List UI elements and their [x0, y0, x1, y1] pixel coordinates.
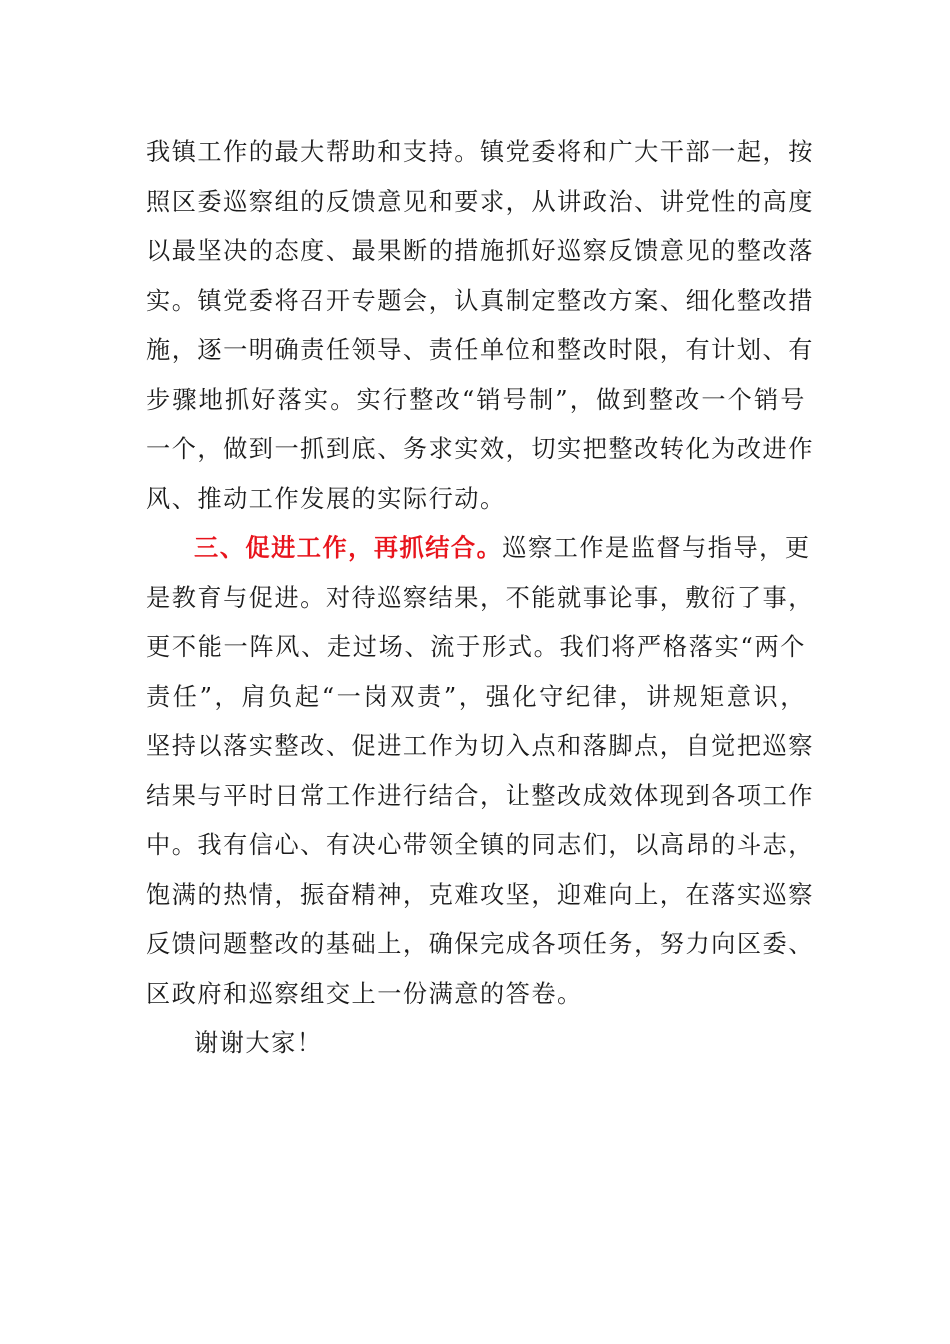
paragraph-line: 步骤地抓好落实。实行整改“销号制”，做到整改一个销号 — [146, 385, 806, 414]
paragraph-line: 更不能一阵风、走过场、流于形式。我们将严格落实“两个 — [146, 633, 806, 661]
paragraph-line: 我镇工作的最大帮助和支持。镇党委将和广大干部一起，按 — [146, 138, 814, 166]
document-body — [146, 128, 814, 1069]
section-heading: 三、促进工作，再抓结合。 — [194, 534, 503, 562]
paragraph-line: 区政府和巡察组交上一份满意的答卷。 — [146, 979, 583, 1008]
paragraph-line: 实。镇党委将召开专题会，认真制定整改方案、细化整改措 — [146, 286, 814, 315]
paragraph-line: 以最坚决的态度、最果断的措施抓好巡察反馈意见的整改落 — [146, 237, 814, 265]
paragraph-line: 施，逐一明确责任领导、责任单位和整改时限，有计划、有 — [146, 336, 814, 364]
paragraph-line: 是教育与促进。对待巡察结果，不能就事论事，敷衍了事， — [146, 583, 814, 612]
section-first-line-text: 巡察工作是监督与指导，更 — [502, 534, 811, 562]
paragraph-section-three — [146, 524, 814, 1019]
paragraph-line: 坚持以落实整改、促进工作为切入点和落脚点，自觉把巡察 — [146, 732, 814, 760]
paragraph-line: 饱满的热情，振奋精神，克难攻坚，迎难向上，在落实巡察 — [146, 880, 814, 909]
paragraph-line: 中。我有信心、有决心带领全镇的同志们，以高昂的斗志， — [146, 831, 814, 859]
paragraph-feedback-rectification — [146, 128, 814, 524]
closing-paragraph — [146, 1019, 806, 1069]
paragraph-line: 结果与平时日常工作进行结合，让整改成效体现到各项工作 — [146, 781, 814, 810]
paragraph-line: 照区委巡察组的反馈意见和要求，从讲政治、讲党性的高度 — [146, 187, 814, 216]
paragraph-line: 反馈问题整改的基础上，确保完成各项任务，努力向区委、 — [146, 930, 814, 958]
section-first-line — [146, 524, 811, 574]
paragraph-line: 一个，做到一抓到底、务求实效，切实把整改转化为改进作 — [146, 435, 814, 463]
paragraph-line: 风、推动工作发展的实际行动。 — [146, 484, 506, 513]
closing-remark: 谢谢大家！ — [194, 1029, 323, 1057]
paragraph-line: 责任”，肩负起“一岗双责”，强化守纪律，讲规矩意识， — [146, 682, 806, 711]
